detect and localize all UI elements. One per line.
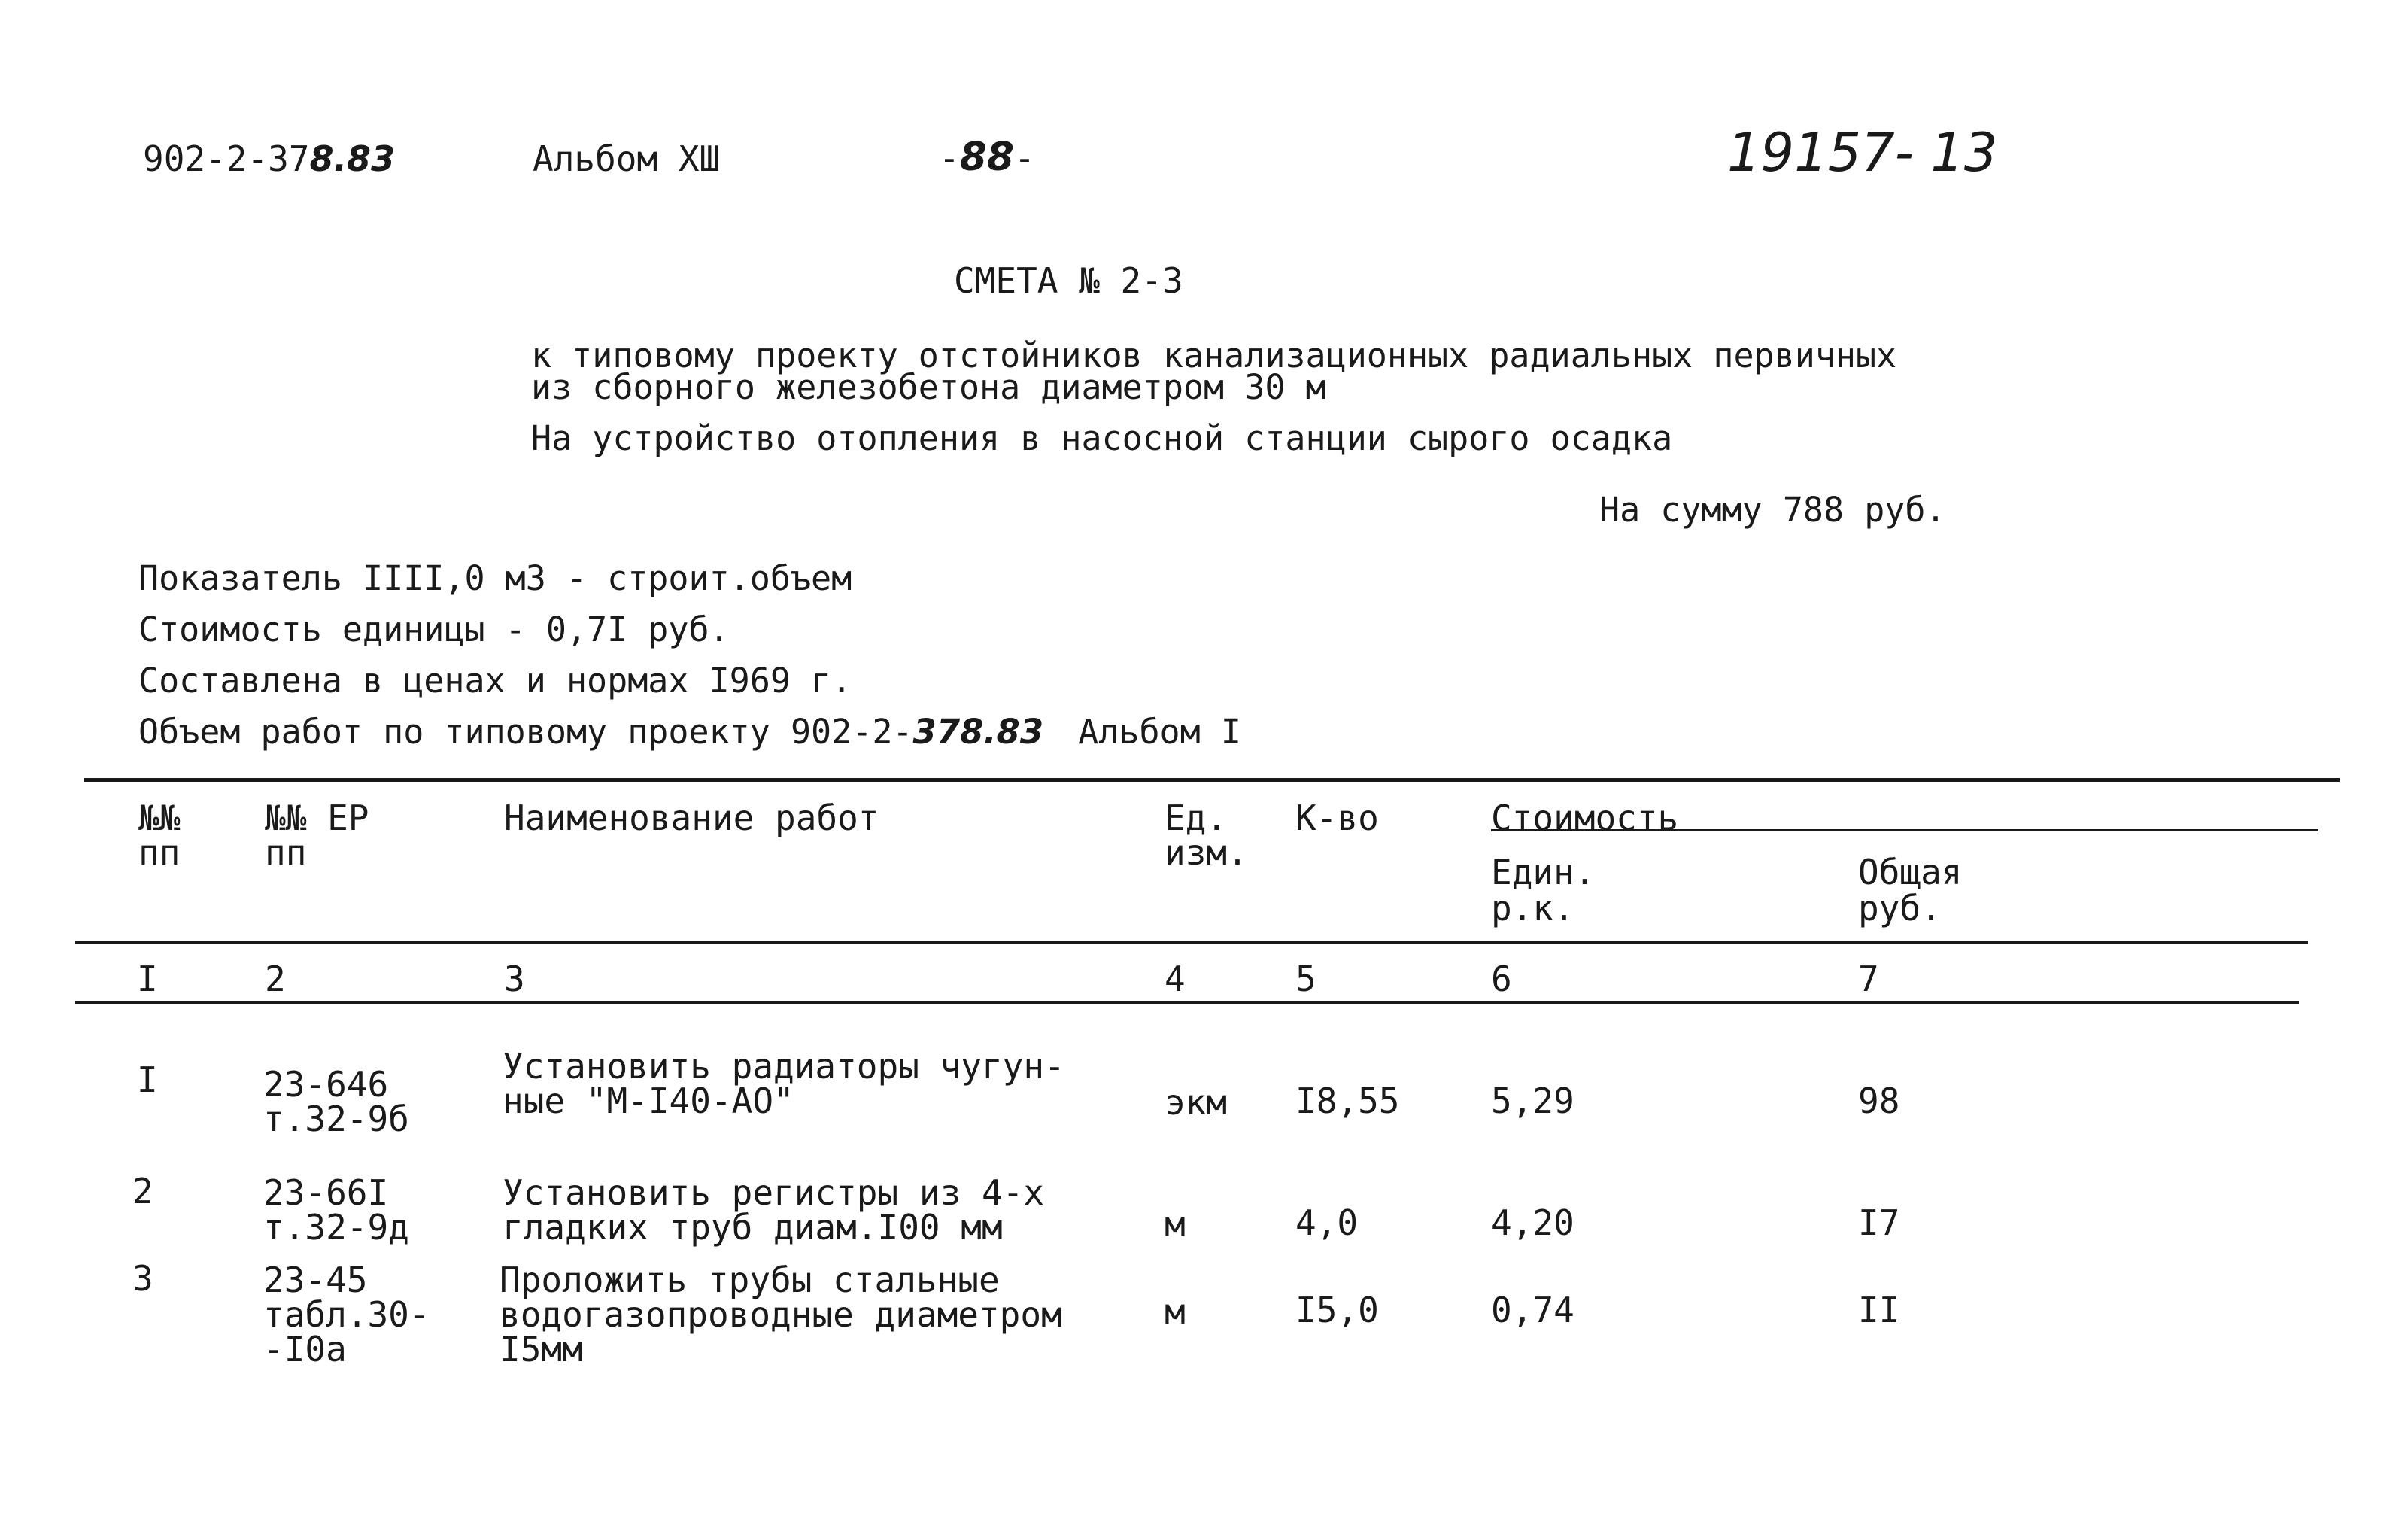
col2-header-line1: №№ ЕР xyxy=(265,798,369,838)
page-number xyxy=(939,135,1035,180)
row-unit: м xyxy=(1165,1291,1186,1332)
row-name: Установить радиаторы чугун- ные "М-I40-АО" xyxy=(503,1046,1065,1121)
prices-line: Составлена в ценах и нормах I969 г. xyxy=(138,661,852,701)
row-code: 23-66I т.32-9д xyxy=(263,1172,409,1248)
col7-header-line2: руб. xyxy=(1858,888,1942,929)
row-quantity: I8,55 xyxy=(1295,1081,1400,1121)
estimate-title: СМЕТА № 2-3 xyxy=(954,260,1183,301)
col4-header-line1: Ед. xyxy=(1165,798,1228,838)
col1-header-line1: №№ xyxy=(138,798,181,838)
row-unit-price: 0,74 xyxy=(1491,1290,1574,1330)
row-name: Установить регистры из 4-х гладких труб диам.I00 мм xyxy=(503,1172,1045,1248)
column-number: 2 xyxy=(265,959,286,999)
doc-number-handwritten: 19157- 13 xyxy=(1727,122,1998,184)
row-quantity: 4,0 xyxy=(1295,1202,1359,1243)
col6-header-line2: р.к. xyxy=(1491,888,1574,929)
row-unit-price: 5,29 xyxy=(1491,1081,1574,1121)
indicator-line: Показатель IIII,0 м3 - строит.объем xyxy=(138,558,852,598)
col1-header-line2: пп xyxy=(138,832,181,873)
document-code-printed: 902-2-37 xyxy=(143,138,310,179)
column-number: 6 xyxy=(1491,959,1512,999)
col6-header-line1: Един. xyxy=(1491,852,1596,892)
row-unit-price: 4,20 xyxy=(1491,1202,1574,1243)
row-total: I7 xyxy=(1858,1202,1900,1243)
column-number: 5 xyxy=(1295,959,1316,999)
row-name: Проложить трубы стальные водогазопроводные диаметром I5мм xyxy=(500,1260,1062,1369)
purpose-line: На устройство отопления в насосной станции сырого осадка xyxy=(531,418,1673,458)
volume-line-album: Альбом I xyxy=(1078,712,1241,752)
row-unit: экм xyxy=(1165,1082,1228,1123)
row-number: 2 xyxy=(132,1171,153,1211)
table-top-rule xyxy=(84,778,2340,782)
col4-header-line2: изм. xyxy=(1165,832,1248,873)
row-unit: м xyxy=(1165,1204,1186,1245)
subtitle-line-1: к типовому проекту отстойников канализационных радиальных первичных xyxy=(531,336,1897,375)
row-number: I xyxy=(137,1059,158,1100)
volume-line-printed: Объем работ по типовому проекту 902-2- xyxy=(138,712,913,752)
column-number: 4 xyxy=(1165,959,1186,999)
page-number-handwritten: 88 xyxy=(959,135,1015,180)
column-number: I xyxy=(137,959,158,999)
row-code: 23-45 табл.30- -I0а xyxy=(263,1260,430,1369)
subtitle-line-2: из сборного железобетона диаметром 30 м xyxy=(531,367,1326,407)
document-code xyxy=(143,138,396,179)
volume-line xyxy=(138,712,1241,752)
column-number: 3 xyxy=(504,959,525,999)
row-total: II xyxy=(1858,1290,1900,1330)
col5-header: К-во xyxy=(1295,798,1379,838)
page-number-dash-right: - xyxy=(1014,138,1035,178)
row-total: 98 xyxy=(1858,1081,1900,1121)
row-code: 23-646 т.32-9б xyxy=(263,1064,409,1139)
album-label: Альбом XШ xyxy=(533,138,721,179)
row-quantity: I5,0 xyxy=(1295,1290,1379,1330)
col2-header-line2: пп xyxy=(265,832,307,873)
col7-header-line1: Общая xyxy=(1858,852,1963,892)
document-code-handwritten: 8.83 xyxy=(309,138,396,179)
total-sum: На сумму 788 руб. xyxy=(1599,490,1946,530)
header-bottom-rule xyxy=(75,941,2308,944)
row-number: 3 xyxy=(132,1258,153,1299)
page-number-dash-left: - xyxy=(939,138,960,178)
col3-header: Наименование работ xyxy=(504,798,879,838)
unit-cost-line: Стоимость единицы - 0,7I руб. xyxy=(138,609,730,649)
volume-line-handwritten: 378.83 xyxy=(912,712,1044,752)
cost-header: Стоимость xyxy=(1491,798,1679,838)
numbers-bottom-rule xyxy=(75,1001,2299,1004)
column-number: 7 xyxy=(1858,959,1879,999)
